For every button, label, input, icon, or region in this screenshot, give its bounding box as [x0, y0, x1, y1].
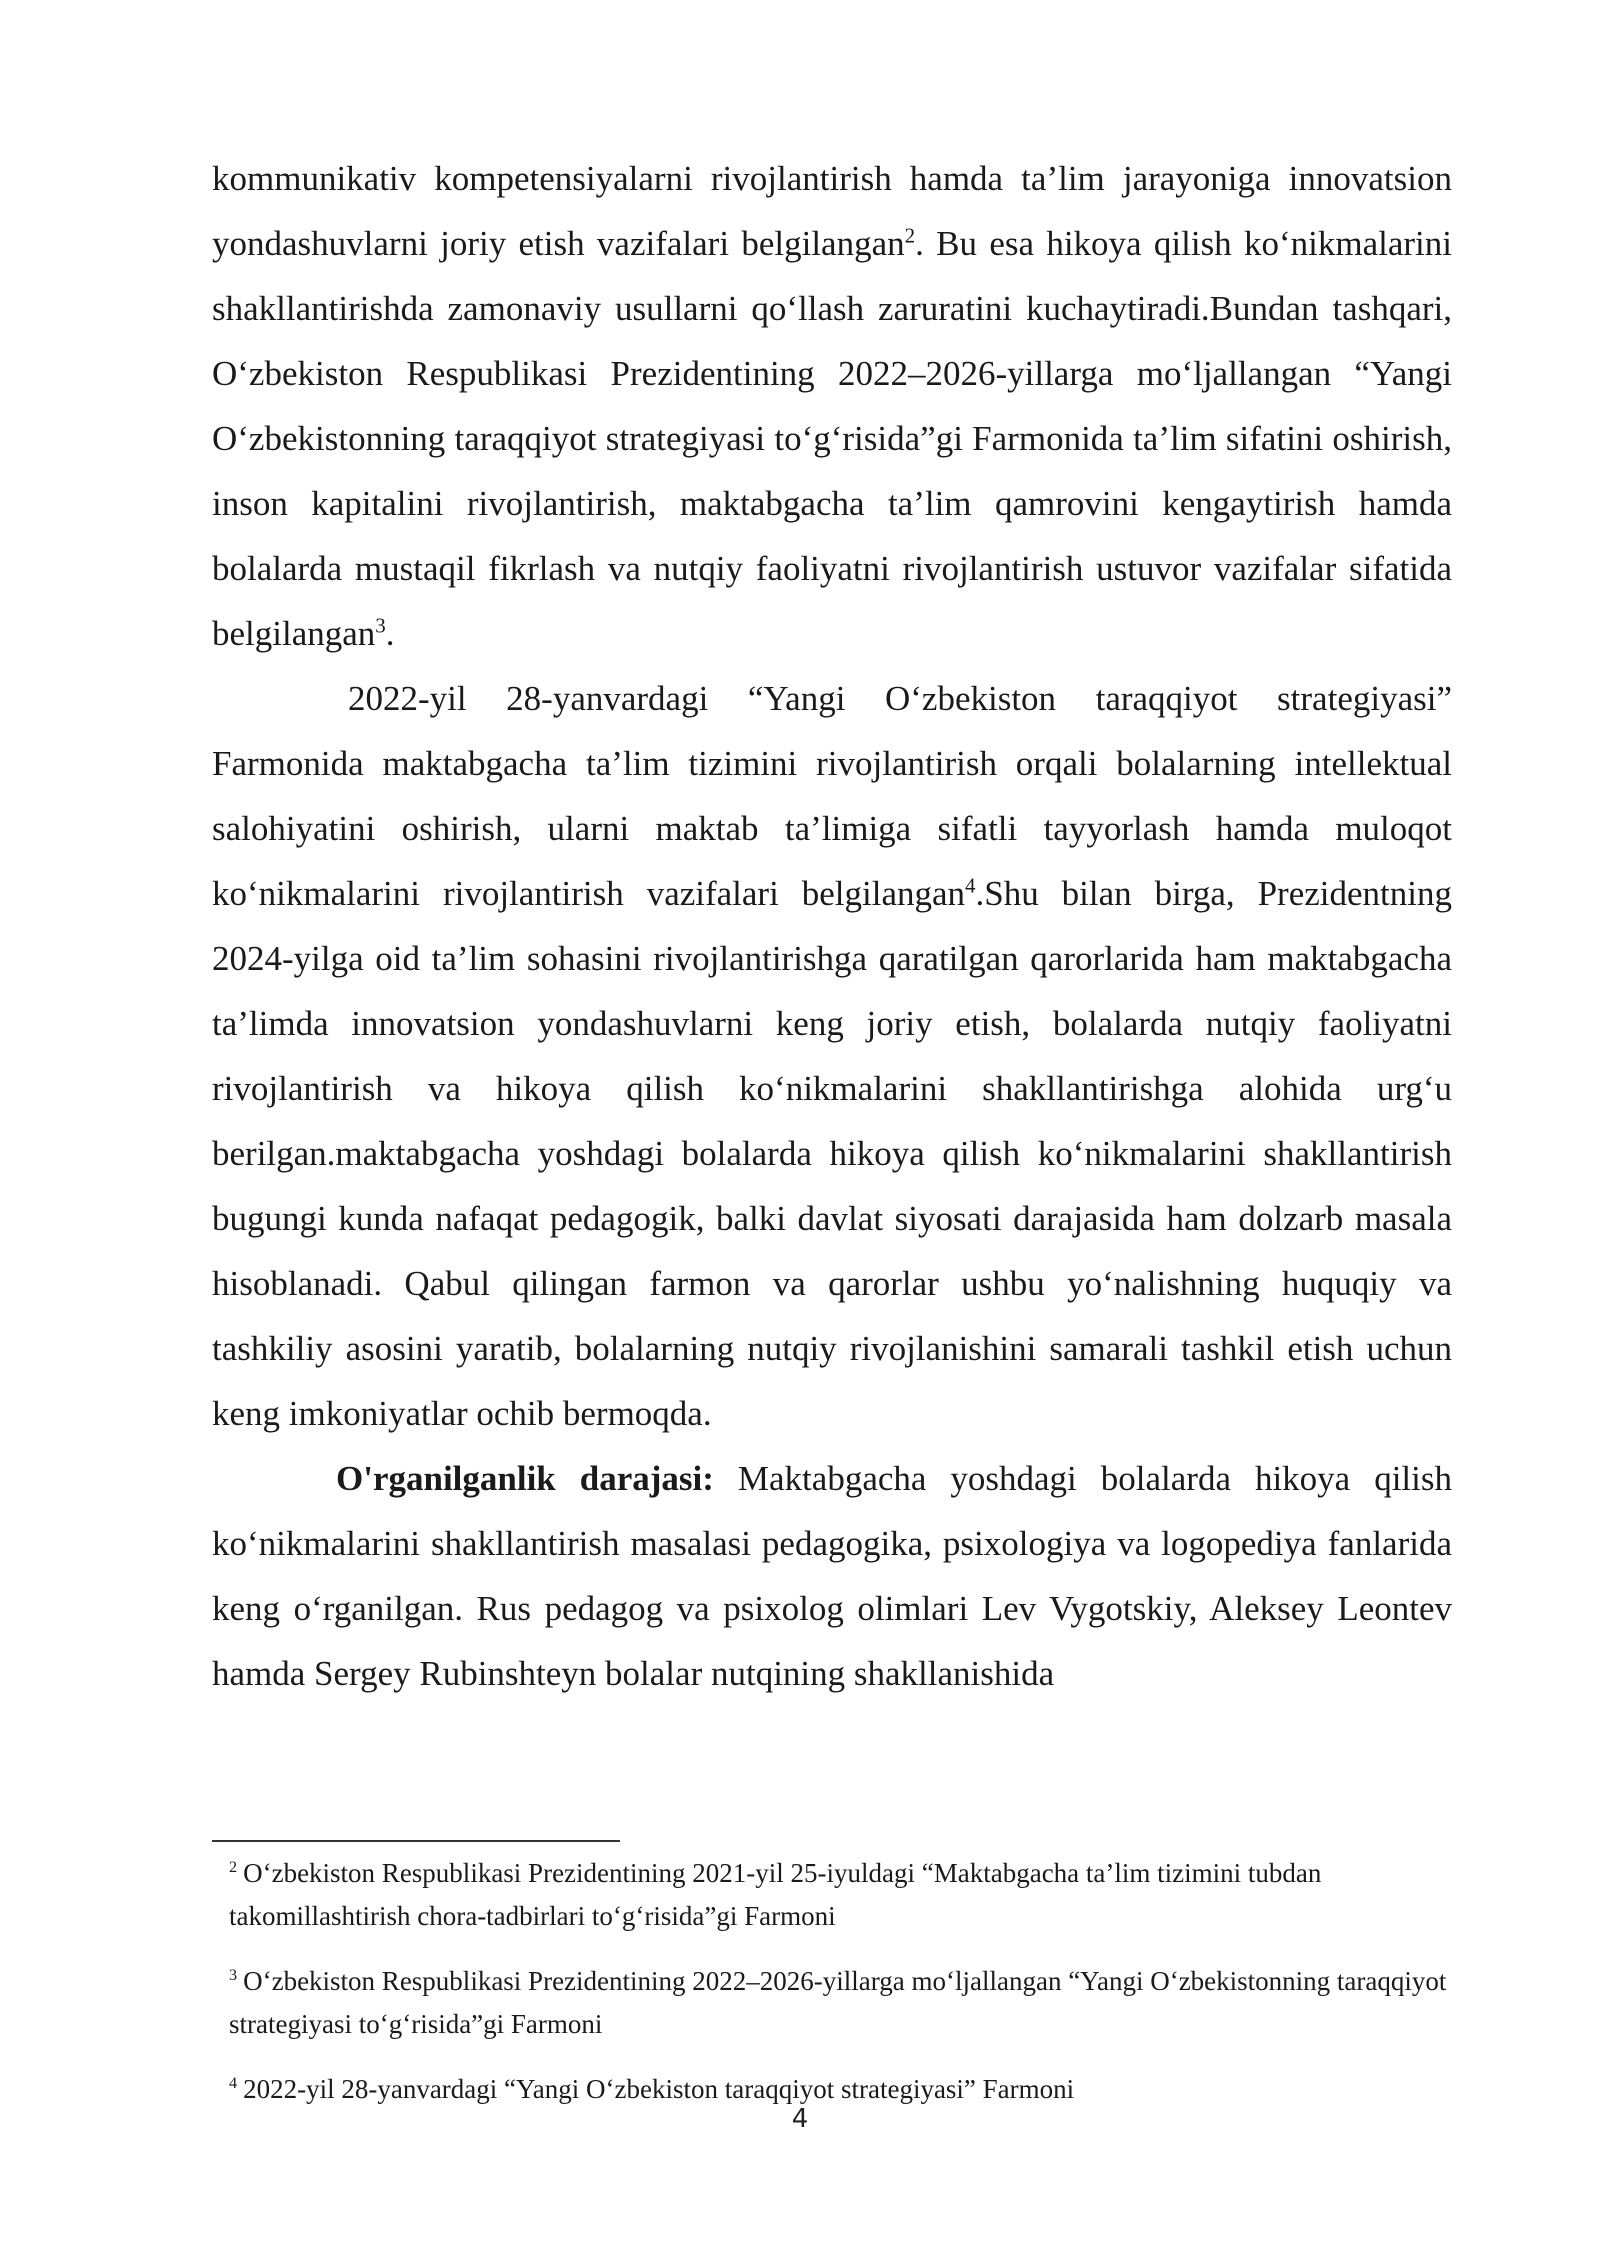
footnote-ref[interactable]: 4	[965, 873, 976, 898]
paragraph	[212, 1446, 1452, 1706]
text-run: 2022-yil 28-yanvardagi “Yangi O‘zbekiston taraqqiyot strategiyasi” Farmonida maktabgacha ta’lim tizimini rivojlantirish orqali bolalarning intellektual salohiyatini oshirish, ularni maktab ta’limiga sifatli tayyorlash hamda muloqot ko‘nikmalarini rivojlantirish vazifalari belgilangan	[212, 679, 1452, 913]
footnote-mark: 3	[229, 1966, 238, 1984]
footnote-text: O‘zbekiston Respublikasi Prezidentining 2022–2026-yillarga mo‘ljallangan “Yangi O‘zbekistonning taraqqiyot strategiyasi to‘g‘risida”gi Farmoni	[229, 1966, 1447, 2039]
footnote-item	[212, 1852, 1452, 1938]
paragraph	[212, 146, 1452, 666]
text-run: .Shu bilan birga, Prezidentning 2024-yilga oid ta’lim sohasini rivojlantirishga qaratilgan qarorlarida ham maktabgacha ta’limda innovatsion yondashuvlarni keng joriy etish, bolalarda nutqiy faoliyatni rivojlantirish va hikoya qilish ko‘nikmalarini shakllantirishga alohida urg‘u berilgan.maktabgacha yoshdagi bolalarda hikoya qilish ko‘nikmalarini shakllantirish bugungi kunda nafaqat pedagogik, balki davlat siyosati darajasida ham dolzarb masala hisoblanadi. Qabul qilingan farmon va qarorlar ushbu yo‘nalishning huquqiy va tashkiliy asosini yaratib, bolalarning nutqiy rivojlanishini samarali tashkil etish uchun keng imkoniyatlar ochib bermoqda.	[212, 874, 1452, 1433]
footnotes	[212, 1852, 1452, 2133]
footnote-mark: 4	[229, 2074, 238, 2092]
footnote-item	[212, 1960, 1452, 2046]
paragraph	[212, 666, 1452, 1446]
body-text	[212, 146, 1452, 1706]
text-run: Maktabgacha yoshdagi bolalarda hikoya qilish ko‘nikmalarini shakllantirish masalasi pedagogika, psixologiya va logopediya fanlarida keng o‘rganilgan. Rus pedagog va psixolog olimlari Lev Vygotskiy, Aleksey Leontev hamda Sergey Rubinshteyn bolalar nutqining shakllanishida	[212, 1459, 1452, 1693]
text-run: . Bu esa hikoya qilish ko‘nikmalarini shakllantirishda zamonaviy usullarni qo‘llash zaruratini kuchaytiradi.Bundan tashqari, O‘zbekiston Respublikasi Prezidentining 2022–2026-yillarga mo‘ljallangan “Yangi O‘zbekistonning taraqqiyot strategiyasi to‘g‘risida”gi Farmonida ta’lim sifatini oshirish, inson kapitalini rivojlantirish, maktabgacha ta’lim qamrovini kengaytirish hamda bolalarda mustaqil fikrlash va nutqiy faoliyatni rivojlantirish ustuvor vazifalar sifatida belgilangan	[212, 224, 1452, 653]
section-heading-inline: O'rganilganlik darajasi:	[336, 1459, 714, 1498]
footnote-ref[interactable]: 3	[375, 613, 386, 638]
footnote-text: 2022-yil 28-yanvardagi “Yangi O‘zbekiston taraqqiyot strategiyasi” Farmoni	[243, 2074, 1075, 2104]
text-run: .	[385, 614, 395, 653]
footnote-separator	[212, 1840, 620, 1842]
footnote-ref[interactable]: 2	[904, 223, 916, 248]
footnote-mark: 2	[229, 1858, 238, 1876]
text-run: kommunikativ kompetensiyalarni rivojlantirish hamda ta’lim jarayoniga innovatsion yondashuvlarni joriy etish vazifalari belgilangan	[212, 159, 1452, 263]
page-number: 4	[791, 2104, 809, 2134]
footnote-text: O‘zbekiston Respublikasi Prezidentining 2021-yil 25-iyuldagi “Maktabgacha ta’lim tizimini tubdan takomillashtirish chora-tadbirlari to‘g‘risida”gi Farmoni	[229, 1858, 1322, 1931]
